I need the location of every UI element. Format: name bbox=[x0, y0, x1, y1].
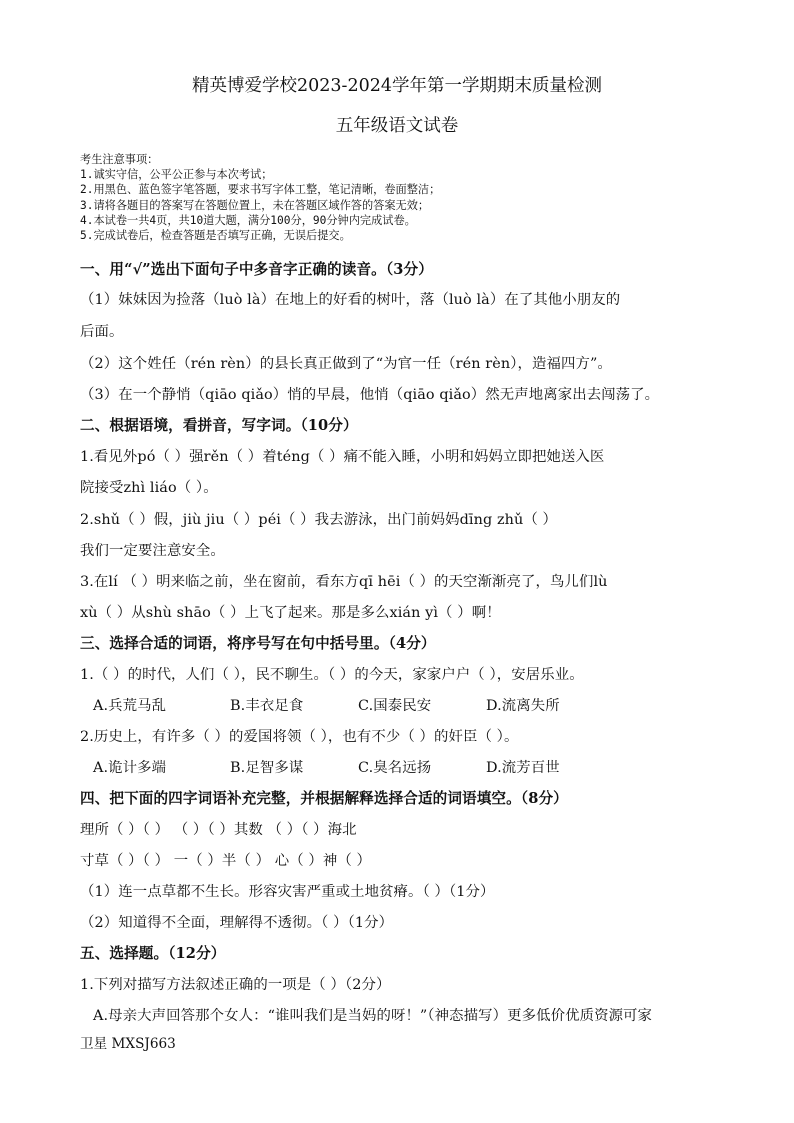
notes-heading: 考生注意事项： bbox=[80, 153, 159, 166]
section-4-heading: 四、把下面的四字词语补充完整，并根据解释选择合适的词语填空。（8分） bbox=[80, 790, 568, 807]
idiom-row-1: 理所（ ）（ ） （ ）（ ）其数 （ ）（ ）海北 bbox=[80, 822, 357, 838]
option-b: B.丰衣足食 bbox=[230, 698, 304, 714]
question-2-2-line-2: 我们一定要注意安全。 bbox=[80, 543, 225, 559]
section-1-heading: 一、用“√”选出下面句子中多音字正确的读音。（3分） bbox=[80, 261, 433, 278]
question-5-1-option-a: A.母亲大声回答那个女人：“谁叫我们是当妈的呀！”（神态描写）更多低价优质资源可家 bbox=[93, 1008, 653, 1024]
option-d: D.流离失所 bbox=[486, 698, 560, 714]
question-5-1: 1.下列对描写方法叙述正确的一项是（ ）（2分） bbox=[80, 977, 391, 993]
notes-item: 4.本试卷一共4页，共10道大题，满分100分，90分钟内完成试卷。 bbox=[80, 213, 416, 227]
section-5-heading: 五、选择题。（12分） bbox=[80, 945, 226, 962]
exam-notes bbox=[80, 152, 440, 243]
notes-item: 2.用黑色、蓝色签字笔答题，要求书写字体工整，笔记清晰，卷面整洁； bbox=[80, 183, 441, 197]
section-3-heading: 三、选择合适的词语，将序号写在句中括号里。（4分） bbox=[80, 635, 436, 652]
page-footer: 卫星 MXSJ663 bbox=[80, 1036, 176, 1052]
question-1-1-line-2: 后面。 bbox=[80, 324, 124, 340]
question-2-3-line-2: xù（ ）从shù shāo（ ）上飞了起来。那是多么xián yì（ ）啊！ bbox=[80, 605, 501, 621]
option-c: C.国泰民安 bbox=[358, 698, 432, 714]
question-1-2: （2）这个姓任（rén rèn）的县长真正做到了“为官一任（rén rèn），造福四方”。 bbox=[80, 356, 612, 372]
question-4-1: （1）连一点草都不生长。形容灾害严重或土地贫瘠。（ ）（1分） bbox=[80, 884, 495, 900]
option-a: A.兵荒马乱 bbox=[93, 698, 167, 714]
question-1-1-line-1: （1）妹妹因为捡落（luò là）在地上的好看的树叶，落（luò là）在了其他小朋友的 bbox=[80, 292, 621, 308]
question-3-2: 2.历史上，有许多（ ）的爱国将领（ ），也有不少（ ）的奸臣（ ）。 bbox=[80, 729, 519, 745]
question-2-3-line-1: 3.在lí （ ）明来临之前，坐在窗前，看东方qī hēi（ ）的天空渐渐亮了，鸟儿们lù bbox=[80, 574, 608, 590]
question-2-1-line-2: 院接受zhì liáo（ ）。 bbox=[80, 480, 218, 496]
question-4-2: （2）知道得不全面，理解得不透彻。（ ）（1分） bbox=[80, 915, 394, 931]
exam-title: 精英博爱学校2023-2024学年第一学期期末质量检测 bbox=[192, 76, 602, 96]
idiom-row-2: 寸草（ ）（ ） 一（ ）半（ ） 心（ ）神（ ） bbox=[80, 853, 372, 869]
option-d: D.流芳百世 bbox=[486, 760, 560, 776]
option-c: C.臭名远扬 bbox=[358, 760, 432, 776]
notes-item: 1.诚实守信，公平公正参与本次考试； bbox=[80, 168, 273, 182]
notes-item: 5.完成试卷后，检查答题是否填写正确，无误后提交。 bbox=[80, 229, 351, 243]
exam-subtitle: 五年级语文试卷 bbox=[335, 116, 459, 136]
notes-item: 3.请将各题目的答案写在答题位置上，未在答题区域作答的答案无效； bbox=[80, 198, 430, 212]
question-2-1-line-1: 1.看见外pó（ ）强rěn（ ）着téng（ ）痛不能入睡，小明和妈妈立即把她送入医 bbox=[80, 449, 605, 465]
question-3-1: 1.（ ）的时代，人们（ ），民不聊生。（ ）的今天，家家户户（ ），安居乐业。 bbox=[80, 667, 584, 683]
option-b: B.足智多谋 bbox=[230, 760, 304, 776]
question-1-3: （3）在一个静悄（qiāo qiǎo）悄的早晨，他悄（qiāo qiǎo）然无声地离家出去闯荡了。 bbox=[80, 387, 660, 403]
option-a: A.诡计多端 bbox=[93, 760, 167, 776]
section-2-heading: 二、根据语境，看拼音，写字词。（10分） bbox=[80, 417, 358, 434]
question-2-2-line-1: 2.shǔ（ ）假，jiù jiu（ ）péi（ ）我去游泳，出门前妈妈dīng zhǔ（ ） bbox=[80, 512, 558, 528]
